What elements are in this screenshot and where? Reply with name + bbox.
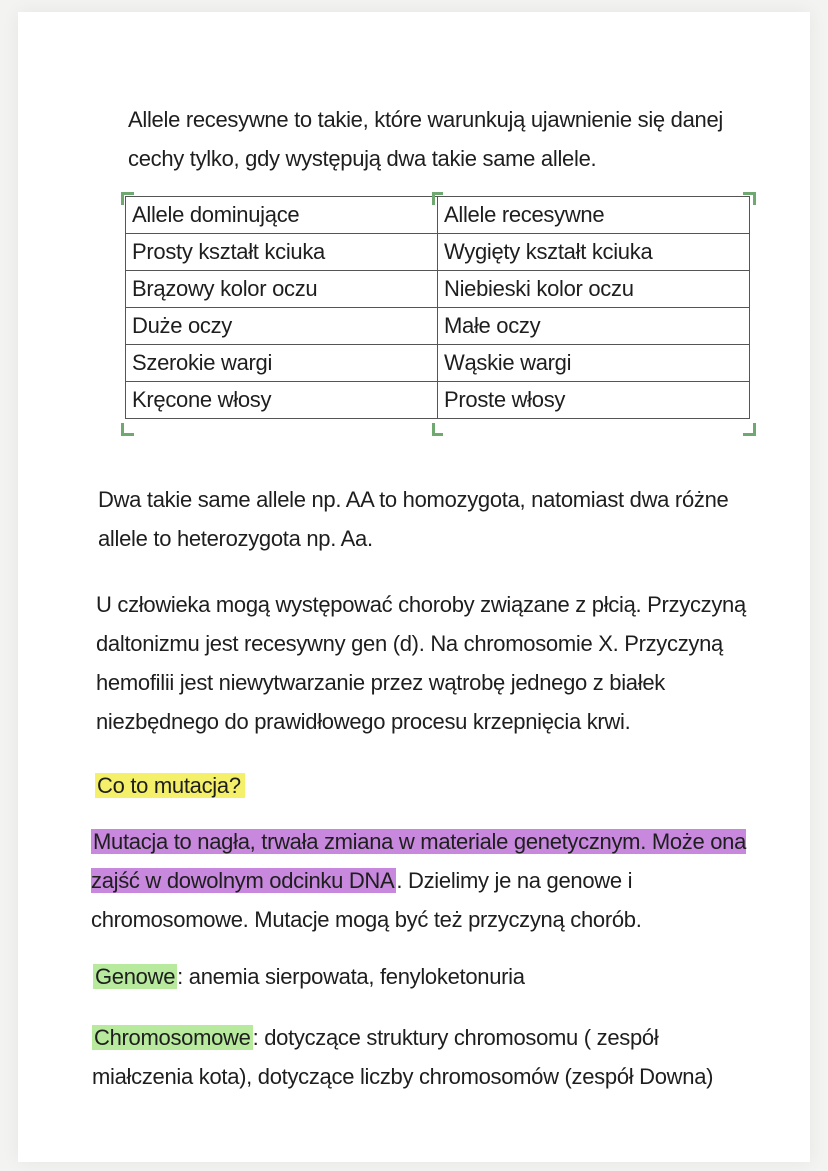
mutation-highlight: Mutacja to nagła, trwała zmiana w materiale genetycznym. Może ona zajść w dowolnym odcinku DNA [91,829,747,893]
table-cell: Kręcone włosy [126,382,438,419]
table-cell: Małe oczy [438,308,750,345]
homozygote-paragraph: Dwa takie same allele np. AA to homozygota, natomiast dwa różne allele to heterozygota np. Aa. [98,487,729,551]
table-cell: Prosty kształt kciuka [126,234,438,271]
genowe-line [93,957,525,996]
table-marker-top-right [743,192,756,205]
table-marker-bottom-left [121,423,134,436]
chromosomowe-text: : dotyczące struktury chromosomu ( zespół miałczenia kota), dotyczące liczby chromosomów (zespół Downa) [92,1025,714,1089]
table-marker-bottom-right [743,423,756,436]
table-marker-top-left [121,192,134,205]
question-heading [95,766,245,805]
genowe-text: : anemia sierpowata, fenyloketonuria [177,964,525,989]
table-cell: Duże oczy [126,308,438,345]
table-row [126,234,750,271]
mutation-paragraph [91,822,771,939]
intro-paragraph: Allele recesywne to takie, które warunkują ujawnienie się danej cechy tylko, gdy występują dwa takie same allele. [128,107,723,171]
header-recessive: Allele recesywne [438,197,750,234]
table-marker-bottom-middle [432,423,443,436]
table-row [126,271,750,308]
table-row [126,345,750,382]
table-cell: Wygięty kształt kciuka [438,234,750,271]
header-dominant: Allele dominujące [126,197,438,234]
table-cell: Brązowy kolor oczu [126,271,438,308]
alleles-table [125,196,750,419]
table-row [126,382,750,419]
question-highlight: Co to mutacja? [95,773,245,798]
table-cell: Niebieski kolor oczu [438,271,750,308]
sex-linked-paragraph: U człowieka mogą występować choroby związane z płcią. Przyczyną daltonizmu jest recesywny gen (d). Na chromosomie X. Przyczyną hemofilii jest niewytwarzanie przez wątrobę jednego z białek niezbędnego do prawidłowego procesu krzepnięcia krwi. [96,592,746,734]
table-cell: Szerokie wargi [126,345,438,382]
mutation-rest: . Dzielimy je na genowe i chromosomowe. Mutacje mogą być też przyczyną chorób. [91,868,642,932]
chromosomowe-paragraph [92,1018,752,1096]
table-row [126,308,750,345]
table-cell: Proste włosy [438,382,750,419]
chromosomowe-label: Chromosomowe [94,1025,251,1050]
table-cell: Wąskie wargi [438,345,750,382]
table-marker-top-middle [432,192,443,205]
genowe-label: Genowe [95,964,176,989]
